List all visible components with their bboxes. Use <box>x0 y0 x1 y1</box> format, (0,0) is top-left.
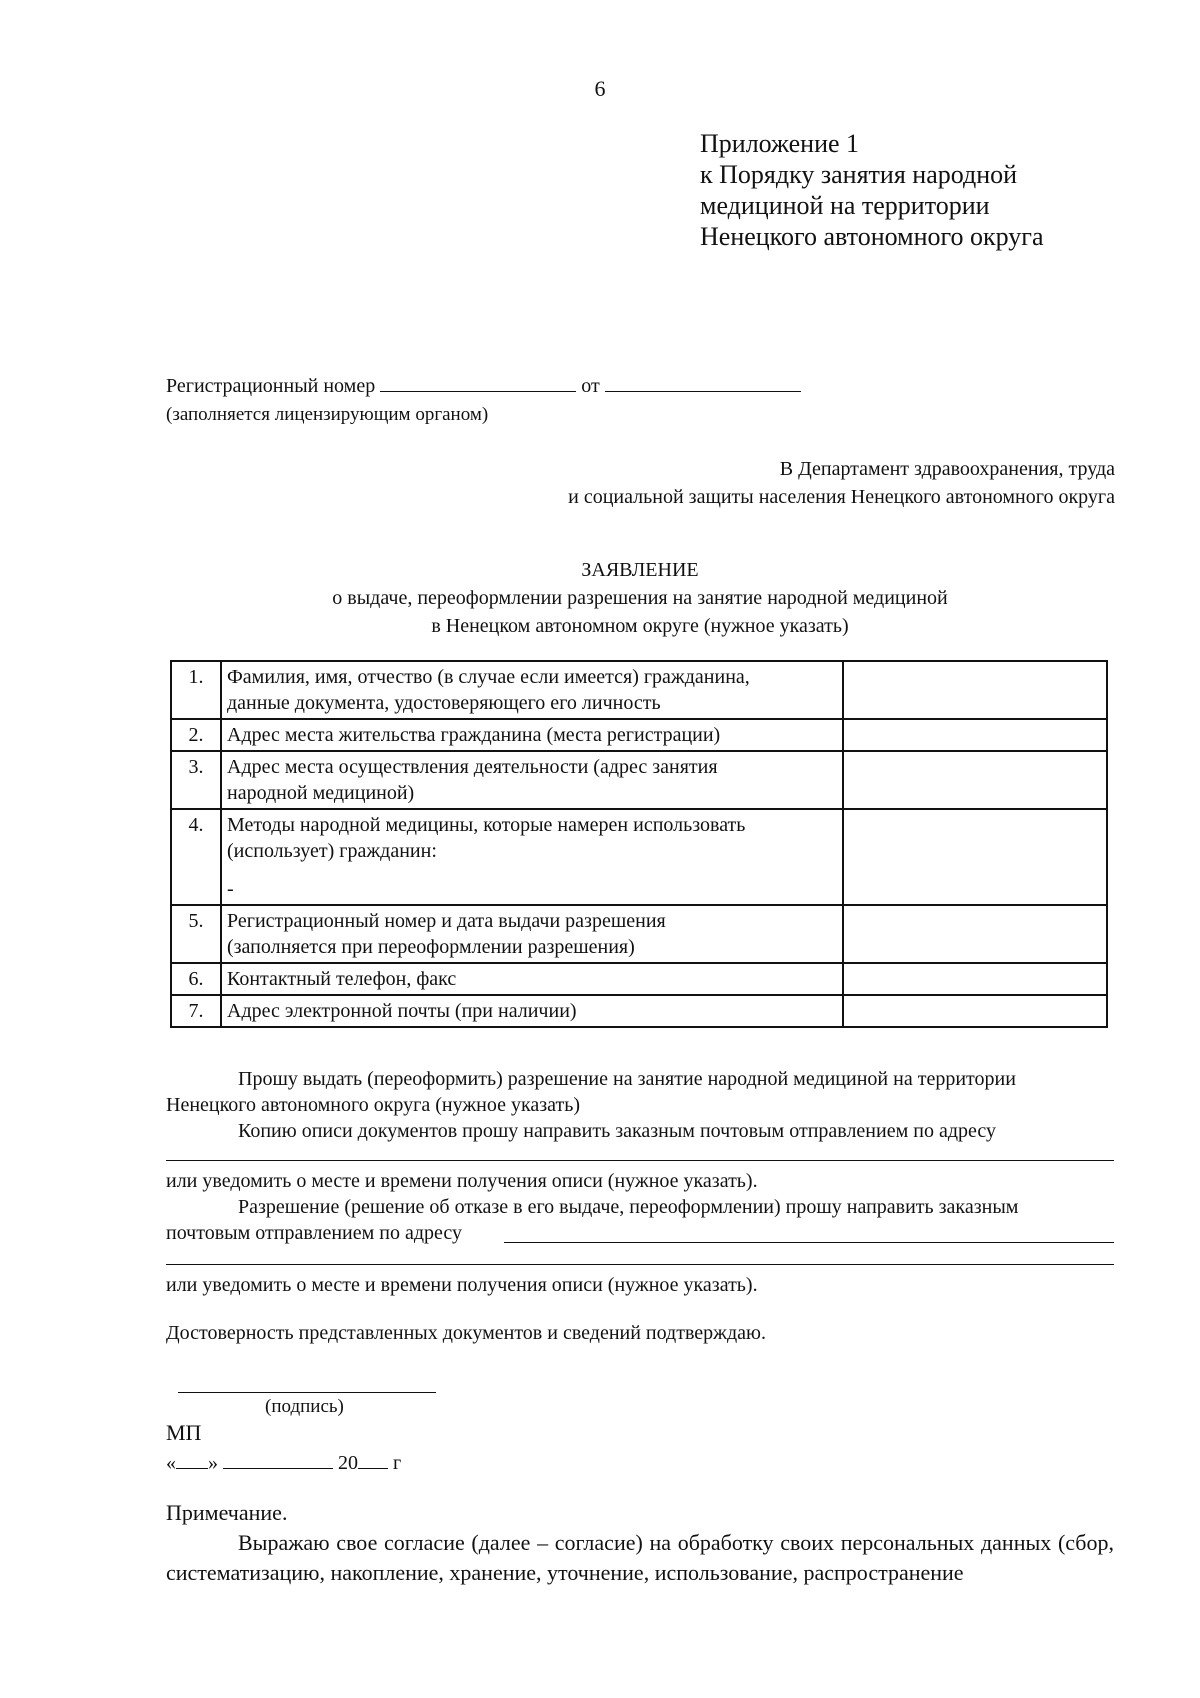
row-value-field[interactable] <box>843 661 1107 719</box>
title-heading: ЗАЯВЛЕНИЕ <box>581 559 699 581</box>
application-table <box>170 660 1108 1028</box>
title-line-3: в Ненецком автономном округе (нужное указать) <box>431 615 849 637</box>
row-label <box>221 809 843 905</box>
registration-line <box>166 375 801 398</box>
registration-from-label: от <box>581 375 600 397</box>
table-row <box>171 661 1107 719</box>
table-row <box>171 751 1107 809</box>
document-title <box>0 556 1200 640</box>
row-label <box>221 661 843 719</box>
permit-request-address-label: почтовым отправлением по адресу <box>166 1222 463 1244</box>
date-quote-open: « <box>166 1452 176 1474</box>
table-row <box>171 809 1107 905</box>
appendix-header <box>700 128 1044 252</box>
addressee-line-1: В Департамент здравоохранения, труда <box>779 458 1115 480</box>
consent-text: Выражаю свое согласие (далее – согласие) на обработку своих персональных данных (сбор, систематизацию, накопление, хранение, уточнение, использование, распространение <box>166 1530 1114 1585</box>
row-label-line: Методы народной медицины, которые намерен использовать <box>227 814 746 836</box>
address-field-3[interactable] <box>166 1264 1114 1265</box>
row-label: Адрес места жительства гражданина (места регистрации) <box>221 719 843 751</box>
row-number: 2. <box>171 719 221 751</box>
row-value-field[interactable] <box>843 751 1107 809</box>
year-prefix: 20 <box>338 1452 358 1474</box>
registration-label: Регистрационный номер <box>166 375 376 397</box>
row-value-field[interactable] <box>843 719 1107 751</box>
month-field[interactable] <box>223 1452 333 1469</box>
row-label-line: Адрес места осуществления деятельности (адрес занятия <box>227 756 718 778</box>
request-paragraph <box>166 1066 1114 1092</box>
row-value-field[interactable] <box>843 905 1107 963</box>
row-label-line: Фамилия, имя, отчество (в случае если имеется) гражданина, <box>227 666 750 688</box>
row-number: 7. <box>171 995 221 1027</box>
addressee-line-2: и социальной защиты населения Ненецкого автономного округа <box>568 486 1115 508</box>
permit-request-text: Разрешение (решение об отказе в его выдаче, переоформлении) прошу направить заказным <box>238 1196 1019 1218</box>
address-field-2[interactable] <box>504 1242 1114 1243</box>
permit-request-notify: или уведомить о месте и времени получения описи (нужное указать). <box>166 1274 758 1296</box>
row-number: 1. <box>171 661 221 719</box>
row-number: 6. <box>171 963 221 995</box>
date-line <box>166 1452 401 1475</box>
certification-text: Достоверность представленных документов и сведений подтверждаю. <box>166 1322 766 1344</box>
row-label-line: народной медициной) <box>227 782 415 804</box>
row-label-line: данные документа, удостоверяющего его личность <box>227 692 661 714</box>
table-row <box>171 963 1107 995</box>
year-field[interactable] <box>358 1452 388 1469</box>
row-value-field[interactable] <box>843 995 1107 1027</box>
row-number: 4. <box>171 809 221 905</box>
row-label: Контактный телефон, факс <box>221 963 843 995</box>
row-label-line: Регистрационный номер и дата выдачи разрешения <box>227 910 666 932</box>
row-label-line: (заполняется при переоформлении разрешения) <box>227 936 635 958</box>
appendix-line-2: к Порядку занятия народной <box>700 160 1018 189</box>
row-label: Адрес электронной почты (при наличии) <box>221 995 843 1027</box>
registration-note: (заполняется лицензирующим органом) <box>166 404 489 425</box>
table-row <box>171 719 1107 751</box>
row-label-line: (использует) гражданин: <box>227 840 437 862</box>
row-value-field[interactable] <box>843 963 1107 995</box>
stamp-place-label: МП <box>166 1420 202 1445</box>
request-text-1: Прошу выдать (переоформить) разрешение на занятие народной медициной на территории <box>238 1068 1016 1090</box>
row-label <box>221 751 843 809</box>
signature-label: (подпись) <box>265 1396 344 1417</box>
appendix-line-4: Ненецкого автономного округа <box>700 222 1044 251</box>
appendix-line-3: медициной на территории <box>700 191 990 220</box>
registration-date-field[interactable] <box>605 375 801 392</box>
address-field-1[interactable] <box>166 1160 1114 1161</box>
row-label <box>221 905 843 963</box>
row-number: 3. <box>171 751 221 809</box>
table-row <box>171 995 1107 1027</box>
registration-number-field[interactable] <box>380 375 576 392</box>
row-label-dash: - <box>227 878 234 900</box>
table-row <box>171 905 1107 963</box>
date-quote-close: » <box>208 1452 218 1474</box>
addressee <box>568 455 1115 511</box>
note-title: Примечание. <box>166 1500 288 1525</box>
page-number: 6 <box>594 76 606 101</box>
request-text-2: Ненецкого автономного округа (нужное указать) <box>166 1094 581 1116</box>
day-field[interactable] <box>176 1452 208 1469</box>
year-suffix: г <box>393 1452 402 1474</box>
copy-request-text: Копию описи документов прошу направить заказным почтовым отправлением по адресу <box>238 1120 996 1142</box>
copy-request-notify: или уведомить о месте и времени получения описи (нужное указать). <box>166 1170 758 1192</box>
appendix-line-1: Приложение 1 <box>700 129 860 158</box>
row-value-field[interactable] <box>843 809 1107 905</box>
title-line-2: о выдаче, переоформлении разрешения на занятие народной медициной <box>332 587 948 609</box>
row-number: 5. <box>171 905 221 963</box>
signature-field[interactable] <box>178 1392 436 1393</box>
